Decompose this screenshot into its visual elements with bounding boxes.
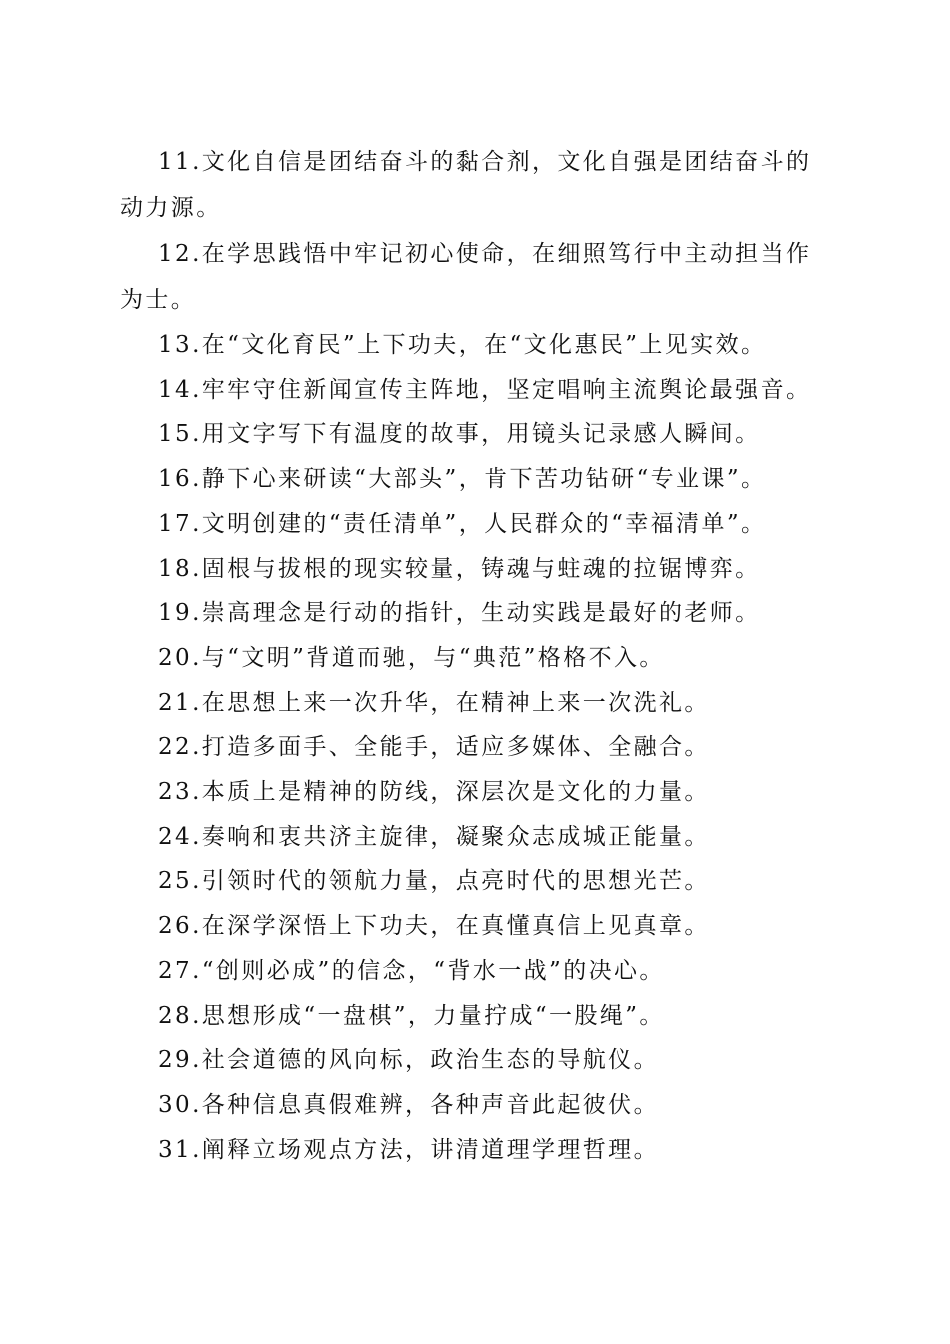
list-item-15: 15.用文字写下有温度的故事，用镜头记录感人瞬间。 xyxy=(158,421,761,448)
list-item-13: 13.在“文化育民”上下功夫，在“文化惠民”上见实效。 xyxy=(158,332,767,358)
document-body xyxy=(120,139,825,1172)
list-item-21: 21.在思想上来一次升华，在精神上来一次洗礼。 xyxy=(158,689,710,716)
list-item-17: 17.文明创建的“责任清单”，人民群众的“幸福清单”。 xyxy=(158,510,767,537)
list-item-12: 12.在学思践悟中牢记初心使命，在细照笃行中主动担当作为士。 xyxy=(120,241,812,313)
list-item-23: 23.本质上是精神的防线，深层次是文化的力量。 xyxy=(158,779,710,806)
list-item-19: 19.崇高理念是行动的指针，生动实践是最好的老师。 xyxy=(158,600,761,627)
list-item-18: 18.固根与拔根的现实较量，铸魂与蛀魂的拉锯博弈。 xyxy=(158,555,761,582)
list-item-29: 29.社会道德的风向标，政治生态的导航仪。 xyxy=(158,1047,659,1074)
list-item-25: 25.引领时代的领航力量，点亮时代的思想光芒。 xyxy=(158,868,710,895)
list-item-24: 24.奏响和衷共济主旋律，凝聚众志成城正能量。 xyxy=(158,823,710,850)
list-item-22: 22.打造多面手、全能手，适应多媒体、全融合。 xyxy=(158,734,710,761)
list-item-26: 26.在深学深悟上下功夫，在真懂真信上见真章。 xyxy=(158,913,710,940)
list-item-16: 16.静下心来研读“大部头”，肯下苦功钻研“专业课”。 xyxy=(158,466,767,493)
list-item-28: 28.思想形成“一盘棋”，力量拧成“一股绳”。 xyxy=(158,1002,665,1029)
list-item-30: 30.各种信息真假难辨，各种声音此起彼伏。 xyxy=(158,1091,659,1118)
list-item-14: 14.牢牢守住新闻宣传主阵地，坚定唱响主流舆论最强音。 xyxy=(158,376,812,403)
list-item-31: 31.阐释立场观点方法，讲清道理学理哲理。 xyxy=(158,1136,659,1163)
list-item-20: 20.与“文明”背道而驰，与“典范”格格不入。 xyxy=(158,644,665,671)
list-item-11: 11.文化自信是团结奋斗的黏合剂，文化自强是团结奋斗的动力源。 xyxy=(120,149,812,221)
list-item-27: 27.“创则必成”的信念，“背水一战”的决心。 xyxy=(158,957,665,984)
